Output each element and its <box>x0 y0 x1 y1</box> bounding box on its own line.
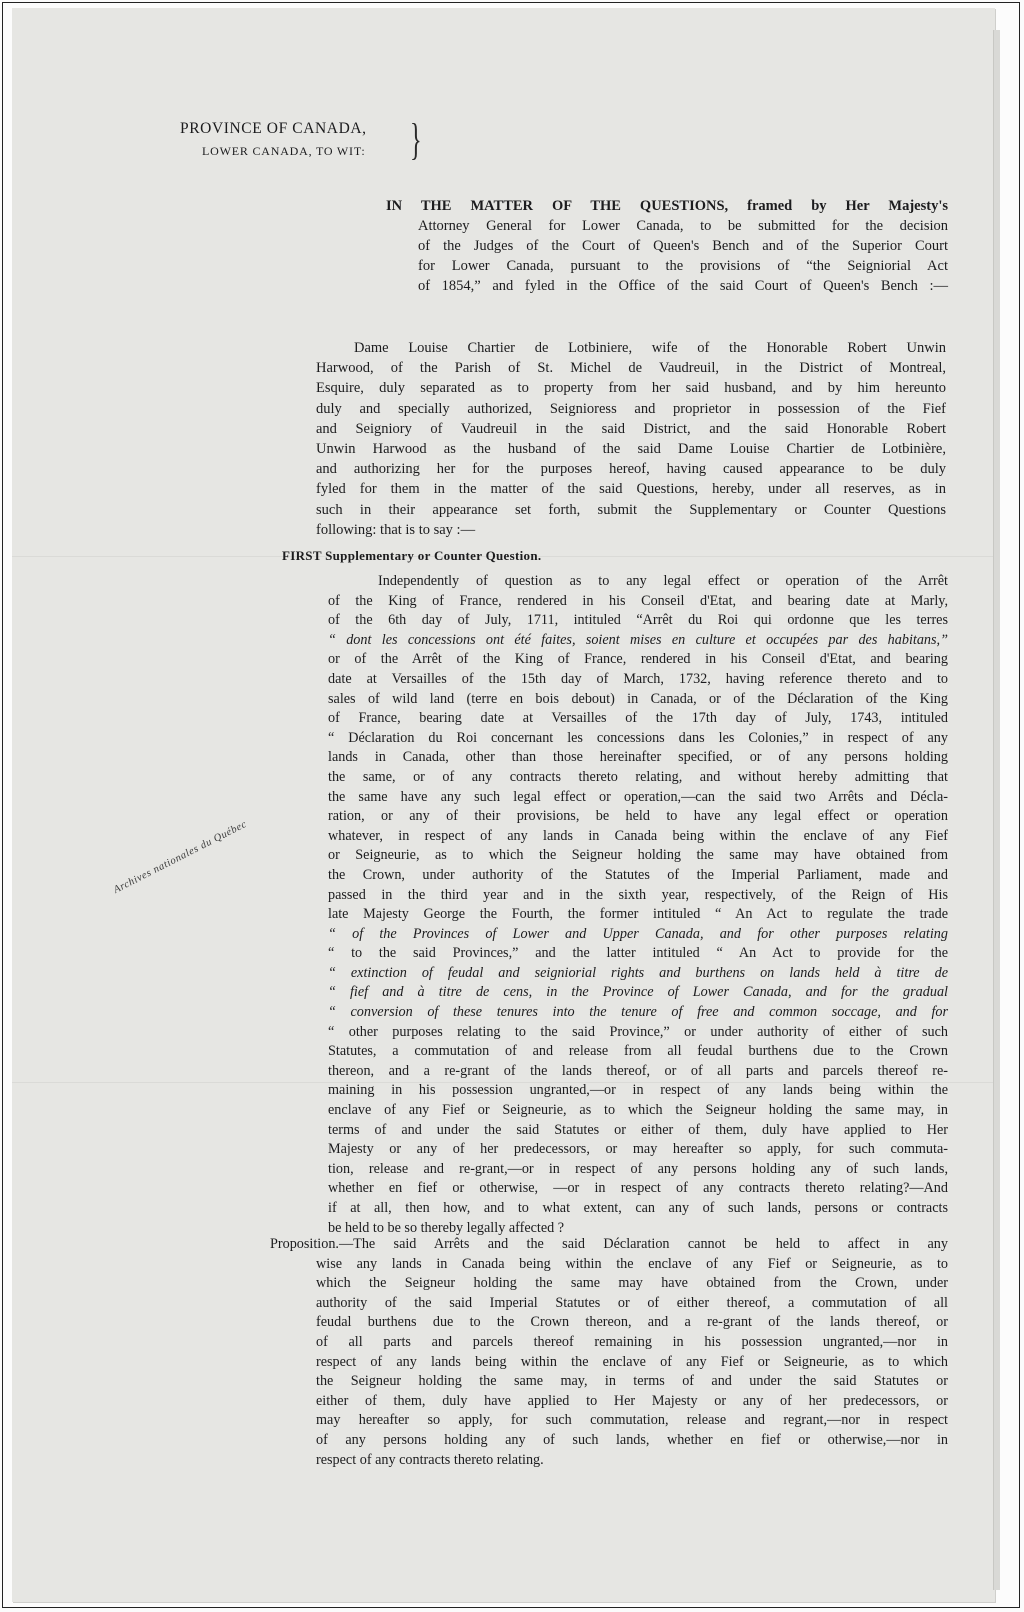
question-line: tion, release and re-grant,—or in respect of any persons holding any of such lands, <box>328 1160 948 1177</box>
question-line: sales of wild land (terre en bois debout) in Canada, or of the Déclaration of the King <box>328 690 948 707</box>
matter-paragraph <box>386 196 948 296</box>
question-line: of the 6th day of July, 1711, intituled “Arrêt du Roi qui ordonne que les terres <box>328 612 948 629</box>
question-line: the same, or of any contracts thereto relating, and without hereby admitting that <box>328 768 948 785</box>
question-line: the same have any such legal effect or operation,—can the said two Arrêts and Décla- <box>328 788 948 805</box>
dame-line: duly and specially authorized, Seignioress and proprietor in possession of the Fief <box>316 400 946 417</box>
dame-paragraph <box>316 338 946 540</box>
dame-line: and Seigniory of Vaudreuil in the said District, and the said Honorable Robert <box>316 420 946 437</box>
matter-line: Attorney General for Lower Canada, to be submitted for the decision <box>418 218 948 234</box>
question-line: Independently of question as to any legal effect or operation of the Arrêt <box>378 573 948 589</box>
question-line: “ other purposes relating to the said Province,” or under authority of either of such <box>328 1023 948 1040</box>
province-heading: PROVINCE OF CANADA, <box>180 120 367 137</box>
proposition-paragraph <box>270 1235 948 1470</box>
brace-glyph: } <box>410 115 422 164</box>
dame-line: Dame Louise Chartier de Lotbiniere, wife of the Honorable Robert Unwin <box>354 340 946 356</box>
question-line: if at all, then how, and to what extent, can any of such lands, persons or contracts <box>328 1200 948 1216</box>
question-line: of France, bearing date at Versailles of the 17th day of July, 1743, intituled <box>328 710 948 727</box>
matter-line: of 1854,” and fyled in the Office of the said Court of Queen's Bench :— <box>418 278 948 294</box>
dame-line: such in their appearance set forth, submit the Supplementary or Counter Questions <box>316 501 946 518</box>
proposition-line: the Seigneur holding the same may, in terms of and under the said Statutes or <box>316 1373 948 1390</box>
proposition-line: Proposition.—The said Arrêts and the said Déclaration cannot be held to affect in any <box>270 1236 948 1252</box>
first-question-heading: FIRST Supplementary or Counter Question. <box>282 548 542 563</box>
first-question-body <box>328 572 948 1238</box>
question-line: of the King of France, rendered in his Conseil d'Etat, and bearing date at Marly, <box>328 592 948 609</box>
question-line: the Crown, under authority of the Statutes of the Imperial Parliament, made and <box>328 866 948 883</box>
paper-edge <box>993 30 1000 1590</box>
question-line: “ extinction of feudal and seigniorial rights and burthens on lands held à titre de <box>328 964 948 981</box>
question-line: “ of the Provinces of Lower and Upper Canada, and for other purposes relating <box>328 925 948 942</box>
proposition-line: authority of the said Imperial Statutes or of either thereof, a commutation of all <box>316 1294 948 1311</box>
question-line: late Majesty George the Fourth, the former intituled “ An Act to regulate the trade <box>328 906 948 923</box>
proposition-line: which the Seigneur holding the same may have obtained from the Crown, under <box>316 1275 948 1292</box>
dame-line: Esquire, duly separated as to property from her said husband, and by him hereunto <box>316 380 946 397</box>
dame-line: Harwood, of the Parish of St. Michel de Vaudreuil, in the District of Montreal, <box>316 360 946 377</box>
question-line: ration, or any of their provisions, be held to have any legal effect or operation <box>328 808 948 825</box>
dame-line: fyled for them in the matter of the said Questions, hereby, under all reserves, as in <box>316 481 946 498</box>
proposition-line: respect of any contracts thereto relating. <box>316 1451 544 1468</box>
question-line: date at Versailles of the 15th day of March, 1732, having reference thereto and to <box>328 670 948 687</box>
question-line: lands in Canada, other than those hereinafter specified, or of any persons holding <box>328 749 948 766</box>
archive-stamp: Archives nationales du Québec <box>112 818 249 896</box>
matter-line: of the Judges of the Court of Queen's Bench and of the Superior Court <box>418 238 948 254</box>
proposition-line: wise any lands in Canada being within the enclave of any Fief or Seigneurie, as to <box>316 1255 948 1272</box>
question-line: “ Déclaration du Roi concernant les concessions dans les Colonies,” in respect of any <box>328 729 948 746</box>
question-line: Majesty or any of her predecessors, or may hereafter so apply, for such commuta- <box>328 1141 948 1158</box>
dame-line: Unwin Harwood as the husband of the said Dame Louise Chartier de Lotbinière, <box>316 441 946 458</box>
question-line: thereon, and a re-grant of the lands thereof, or of all parts and parcels thereof re- <box>328 1062 948 1079</box>
question-line: maining in his possession ungranted,—or in respect of any lands being within the <box>328 1082 948 1099</box>
question-line: whether en fief or otherwise, —or in respect of any contracts thereto relating?—And <box>328 1180 948 1197</box>
question-line: “ to the said Provinces,” and the latter intituled “ An Act to provide for the <box>328 945 948 962</box>
matter-line: IN THE MATTER OF THE QUESTIONS, framed by Her Majesty's <box>386 198 948 214</box>
document-sheet <box>12 8 995 1602</box>
question-line: passed in the third year and in the sixth year, respectively, of the Reign of His <box>328 886 948 903</box>
proposition-line: of any persons holding any of such lands, whether en fief or otherwise,—nor in <box>316 1431 948 1448</box>
lower-canada-heading: LOWER CANADA, TO WIT: <box>202 144 366 158</box>
dame-line: following: that is to say :— <box>316 521 476 538</box>
question-line: or Seigneurie, as to which the Seigneur holding the same may have obtained from <box>328 847 948 864</box>
proposition-line: may hereafter so apply, for such commutation, release and regrant,—nor in respect <box>316 1412 948 1429</box>
proposition-line: feudal burthens due to the Crown thereon, and a re-grant of the lands thereof, or <box>316 1314 948 1331</box>
proposition-line: respect of any lands being within the enclave of any Fief or Seigneurie, as to which <box>316 1353 948 1370</box>
proposition-line: either of them, duly have applied to Her Majesty or any of her predecessors, or <box>316 1392 948 1409</box>
matter-line: for Lower Canada, pursuant to the provisions of “the Seigniorial Act <box>418 258 948 274</box>
question-line: be held to be so thereby legally affected ? <box>328 1219 565 1236</box>
question-line: whatever, in respect of any lands in Canada being within the enclave of any Fief <box>328 827 948 844</box>
question-line: Statutes, a commutation of and release from all feudal burthens due to the Crown <box>328 1043 948 1060</box>
dame-line: and authorizing her for the purposes hereof, having caused appearance to be duly <box>316 461 946 478</box>
proposition-line: of all parts and parcels thereof remaining in his possession ungranted,—nor in <box>316 1333 948 1350</box>
question-line: “ dont les concessions ont été faites, soient mises en culture et occupées par des habitans,” <box>328 631 948 648</box>
question-line: “ fief and à titre de cens, in the Province of Lower Canada, and for the gradual <box>328 984 948 1001</box>
question-line: “ conversion of these tenures into the tenure of free and common soccage, and for <box>328 1004 948 1021</box>
question-line: enclave of any Fief or Seigneurie, as to which the Seigneur holding the same may, in <box>328 1102 948 1119</box>
question-line: or of the Arrêt of the King of France, rendered in his Conseil d'Etat, and bearing <box>328 651 948 668</box>
question-line: terms of and under the said Statutes or either of them, duly have applied to Her <box>328 1121 948 1138</box>
